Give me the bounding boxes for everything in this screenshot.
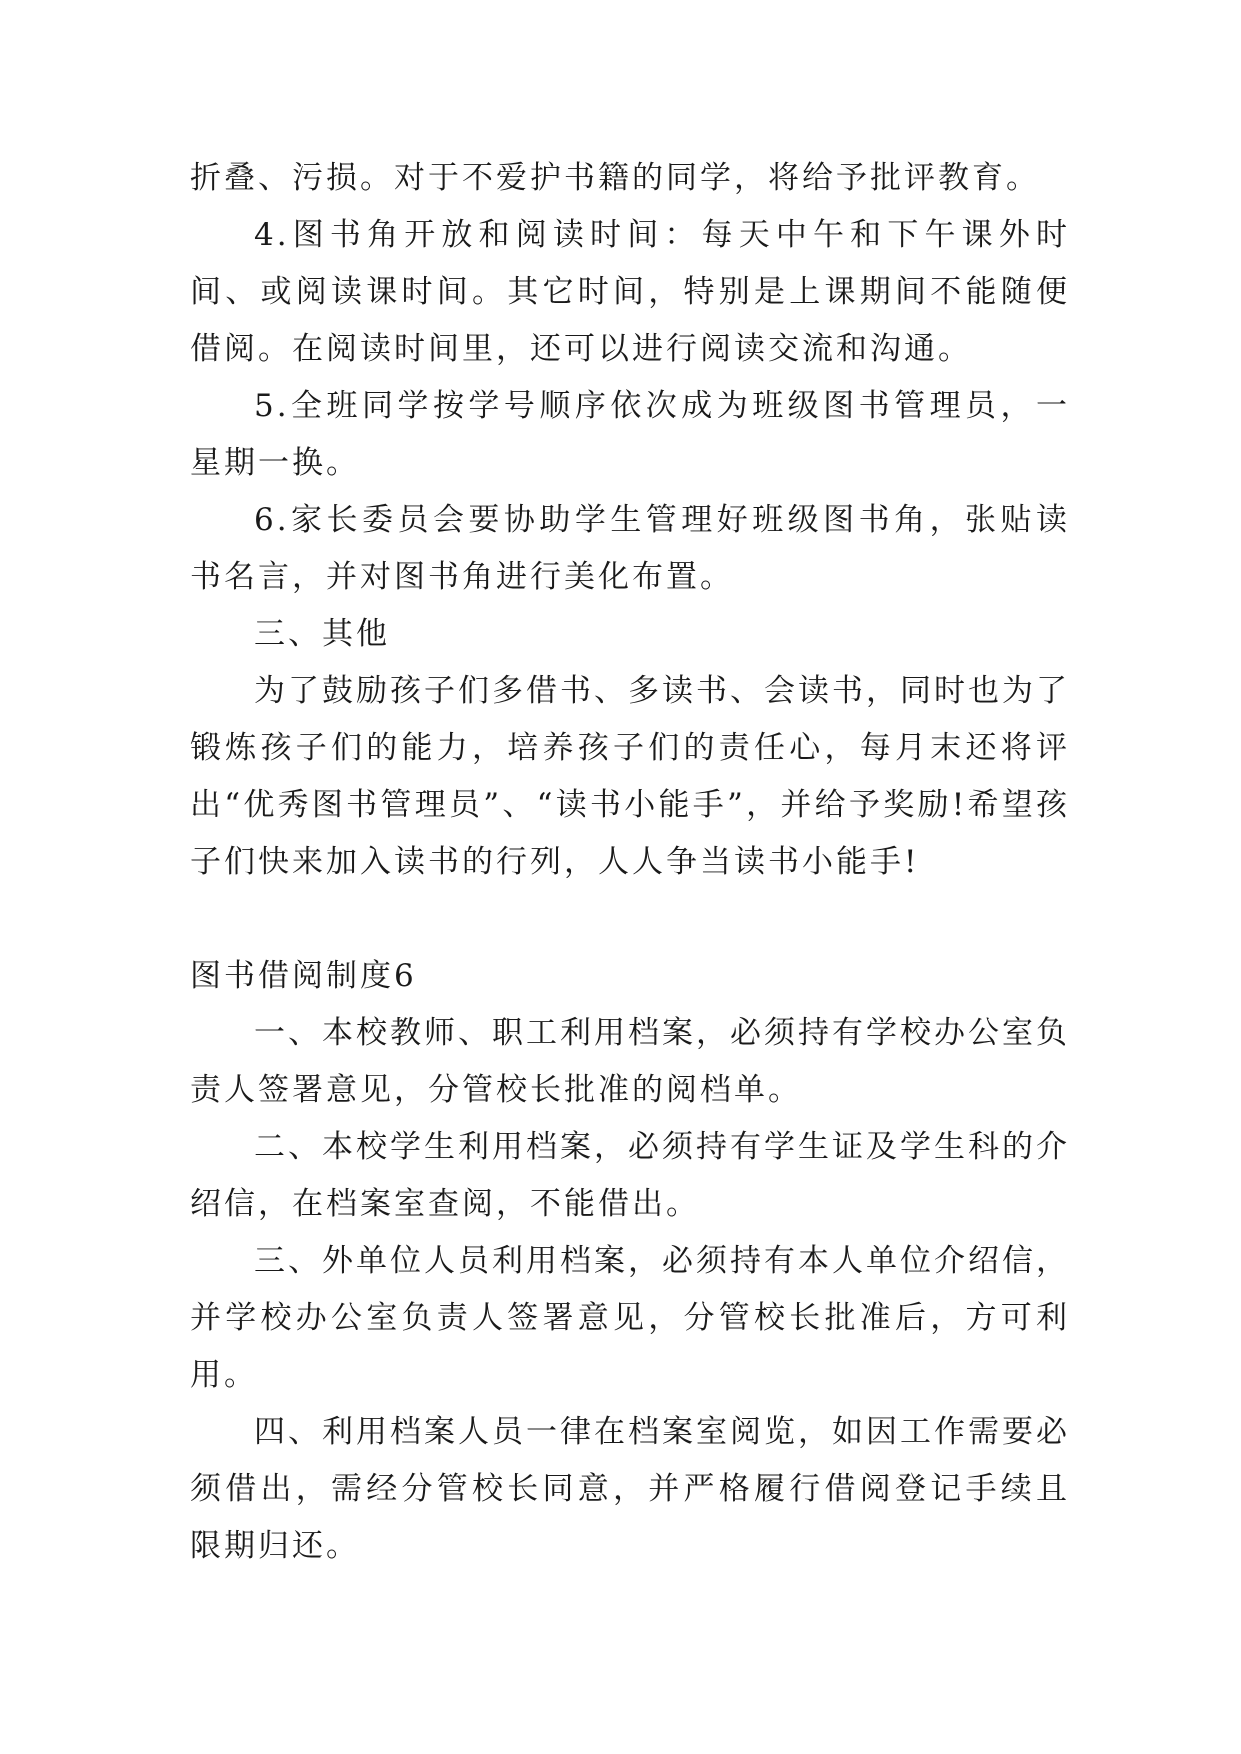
section-title: 图书借阅制度6 xyxy=(190,958,417,994)
paragraph-continuation: 折叠、污损。对于不爱护书籍的同学，将给予批评教育。 xyxy=(190,160,1040,196)
paragraph-article-2: 二、本校学生利用档案，必须持有学生证及学生科的介绍信，在档案室查阅，不能借出。 xyxy=(190,1129,1070,1222)
paragraph-encouragement: 为了鼓励孩子们多借书、多读书、会读书，同时也为了锻炼孩子们的能力，培养孩子们的责任心，每月末还将评出“优秀图书管理员”、“读书小能手”，并给予奖励!希望孩子们快来加入读书的行列，人人争当读书小能手! xyxy=(190,673,1070,880)
blank-line xyxy=(190,891,1070,948)
paragraph-rule-5: 5.全班同学按学号顺序依次成为班级图书管理员，一星期一换。 xyxy=(190,388,1070,481)
paragraph-article-4: 四、利用档案人员一律在档案室阅览，如因工作需要必须借出，需经分管校长同意，并严格履行借阅登记手续且限期归还。 xyxy=(190,1414,1070,1564)
paragraph-rule-6: 6.家长委员会要协助学生管理好班级图书角，张贴读书名言，并对图书角进行美化布置。 xyxy=(190,502,1070,595)
paragraph-article-1: 一、本校教师、职工利用档案，必须持有学校办公室负责人签署意见，分管校长批准的阅档单。 xyxy=(190,1015,1070,1108)
section-heading-other: 三、其他 xyxy=(254,616,390,652)
paragraph-article-3: 三、外单位人员利用档案，必须持有本人单位介绍信，并学校办公室负责人签署意见，分管校长批准后，方可利用。 xyxy=(190,1243,1070,1393)
paragraph-rule-4: 4.图书角开放和阅读时间：每天中午和下午课外时间、或阅读课时间。其它时间，特别是上课期间不能随便借阅。在阅读时间里，还可以进行阅读交流和沟通。 xyxy=(190,217,1070,367)
document-body xyxy=(190,150,1070,1575)
